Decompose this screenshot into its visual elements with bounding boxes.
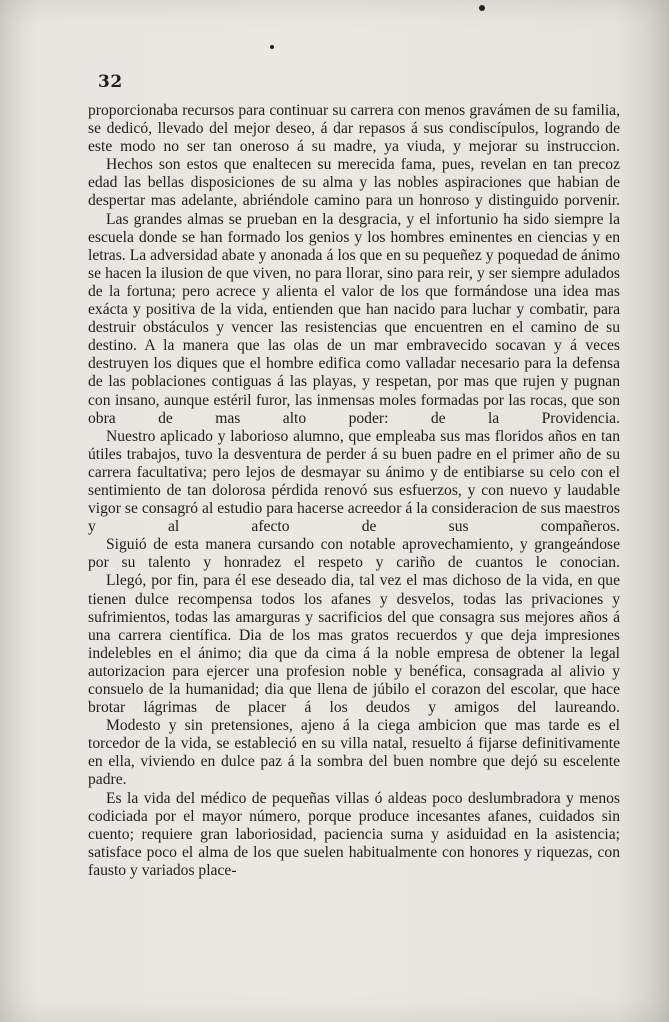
paragraph: Es la vida del médico de pequeñas villas ó aldeas poco deslumbradora y menos codiciada por el mayor número, porque produce incesantes afanes, cuidados sin cuento; requiere gran laboriosidad, paciencia suma y asiduidad en la asistencia; satisface poco el alma de los que suelen habitualmente con honores y riquezas, con fausto y variados place- [88, 789, 620, 879]
body-text [88, 102, 620, 880]
ink-speck [270, 45, 274, 49]
paragraph: Hechos son estos que enaltecen su merecida fama, pues, revelan en tan precoz edad las bellas disposiciones de su alma y las nobles aspiraciones que habian de despertar mas adelante, abriéndole camino para un honroso y distinguido porvenir. [88, 156, 620, 210]
page-number: 32 [98, 72, 123, 92]
paragraph: Llegó, por fin, para él ese deseado dia, tal vez el mas dichoso de la vida, en que tienen dulce recompensa todos los afanes y desvelos, todas las privaciones y sufrimientos, todas las amarguras y sacrificios del que consagra sus mejores años á una carrera científica. Dia de los mas gratos recuerdos y que deja impresiones indelebles en el ánimo; dia que da cima á la noble empresa de obtener la legal autorizacion para ejercer una profesion noble y benéfica, consagrada al alivio y consuelo de la humanidad; dia que llena de júbilo el corazon del escolar, que hace brotar lágrimas de placer á los deudos y amigos del laureando. [88, 572, 620, 717]
paragraph: Nuestro aplicado y laborioso alumno, que empleaba sus mas floridos años en tan útiles trabajos, tuvo la desventura de perder á su buen padre en el primer año de su carrera facultativa; pero lejos de desmayar su ánimo y de entibiarse su celo con el sentimiento de tan dolorosa pérdida renovó sus esfuerzos, y con nuevo y laudable vigor se consagró al estudio para hacerse acreedor á la consideracion de sus maestros y al afecto de sus compañeros. [88, 427, 620, 536]
paragraph: proporcionaba recursos para continuar su carrera con menos gravámen de su familia, se dedicó, llevado del mejor deseo, á dar repasos á sus condiscípulos, logrando de este modo no ser tan oneroso á su madre, ya viuda, y mejorar su instruccion. [88, 102, 620, 156]
paragraph: Las grandes almas se prueban en la desgracia, y el infortunio ha sido siempre la escuela donde se han formado los genios y los hombres eminentes en ciencias y en letras. La adversidad abate y anonada á los que en su pequeñez y poquedad de ánimo se hacen la ilusion de que viven, no para llorar, sino para reir, y ser siempre adulados de la fortuna; pero acrece y alienta el valor de los que formándose una idea mas exácta y positiva de la vida, entienden que han nacido para luchar y combatir, para destruir obstáculos y vencer las resistencias que encuentren en el camino de su destino. A la manera que las olas de un mar embravecido socavan y á veces destruyen los diques que el hombre edifica como valladar necesario para la defensa de las poblaciones contiguas á las playas, y respetan, por mas que rujen y pugnan con insano, aunque estéril furor, las inmensas moles formadas por las rocas, que son obra de mas alto poder: de la Providencia. [88, 210, 620, 427]
ink-speck [479, 5, 485, 11]
paragraph: Siguió de esta manera cursando con notable aprovechamiento, y grangeándose por su talento y honradez el respeto y cariño de cuantos le conocian. [88, 536, 620, 572]
paragraph: Modesto y sin pretensiones, ajeno á la ciega ambicion que mas tarde es el torcedor de la vida, se estableció en su villa natal, resuelto á fijarse definitivamente en ella, viviendo en dulce paz á la sombra del buen nombre que dejó su escelente padre. [88, 717, 620, 789]
